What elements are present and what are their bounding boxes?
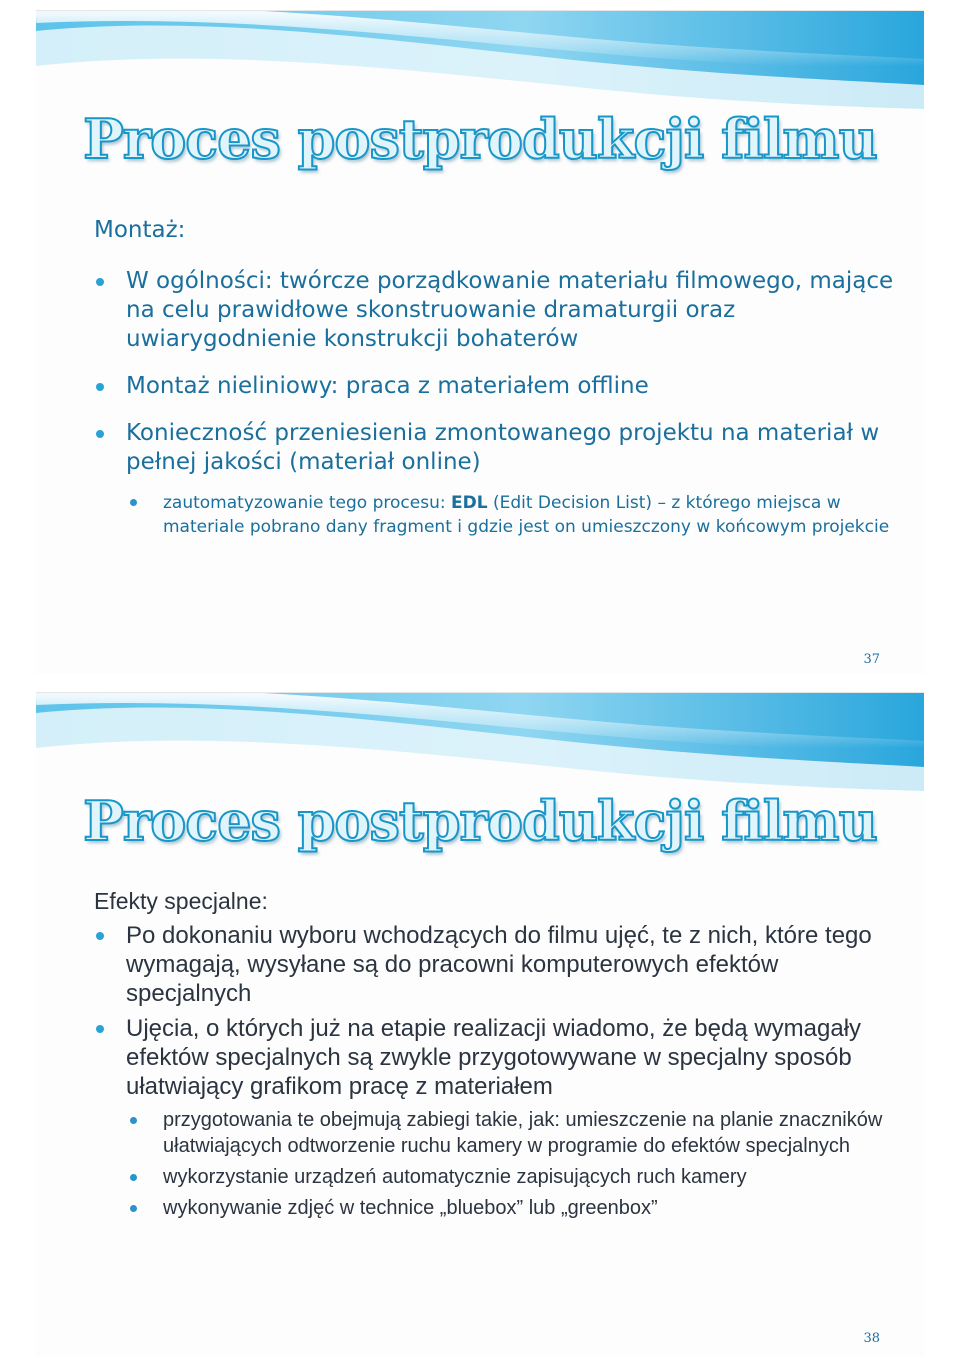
bullet-list	[94, 921, 904, 1101]
list-item: Montaż nieliniowy: praca z materiałem offline	[94, 372, 904, 401]
slide-title: Proces postprodukcji filmu	[83, 107, 877, 171]
sub-item-bold-term: EDL	[451, 493, 488, 513]
slide-title: Proces postprodukcji filmu	[83, 789, 877, 853]
sub-list-item: wykonywanie zdjęć w technice „bluebox” lub „greenbox”	[94, 1195, 904, 1221]
sub-item-text-after: (Edit Decision List) – z którego miejsca w materiale pobrano dany fragment i gdzie jest on umieszczony w końcowym projekcie	[163, 493, 890, 537]
list-item	[94, 419, 904, 539]
slide-37	[36, 10, 924, 674]
list-item: Ujęcia, o których już na etapie realizacji wiadomo, że będą wymagały efektów specjalnych są zwykle przygotowywane w specjalny sposób ułatwiający grafikom pracę z materiałem	[94, 1014, 904, 1101]
section-heading: Efekty specjalne:	[94, 888, 268, 914]
bullet-list	[94, 267, 904, 539]
list-item-text: Konieczność przeniesienia zmontowanego projektu na materiał w pełnej jakości (materiał online)	[126, 420, 880, 475]
section-heading: Montaż:	[94, 217, 186, 243]
sub-list-item: przygotowania te obejmują zabiegi takie, jak: umieszczenie na planie znaczników ułatwiających odtworzenie ruchu kamery w programie do efektów specjalnych	[94, 1107, 904, 1159]
sub-item-text-before: zautomatyzowanie tego procesu:	[163, 493, 451, 513]
page-number: 37	[863, 652, 880, 667]
slide-content	[94, 217, 904, 557]
sub-list-item: wykorzystanie urządzeń automatycznie zapisujących ruch kamery	[94, 1164, 904, 1190]
sub-list-item	[94, 491, 904, 539]
list-item: Po dokonaniu wyboru wchodzących do filmu ujęć, te z nich, które tego wymagają, wysyłane są do pracowni komputerowych efektów specjalnych	[94, 921, 904, 1008]
sub-bullet-list	[94, 1107, 904, 1221]
sub-bullet-list	[126, 491, 904, 539]
page-number: 38	[863, 1331, 880, 1346]
slide-38	[36, 692, 924, 1357]
slide-content	[94, 888, 904, 1226]
list-item: W ogólności: twórcze porządkowanie materiału filmowego, mające na celu prawidłowe skonstruowanie dramaturgii oraz uwiarygodnienie konstrukcji bohaterów	[94, 267, 904, 354]
slide-banner-wave	[36, 11, 924, 121]
slide-banner-wave	[36, 693, 924, 803]
